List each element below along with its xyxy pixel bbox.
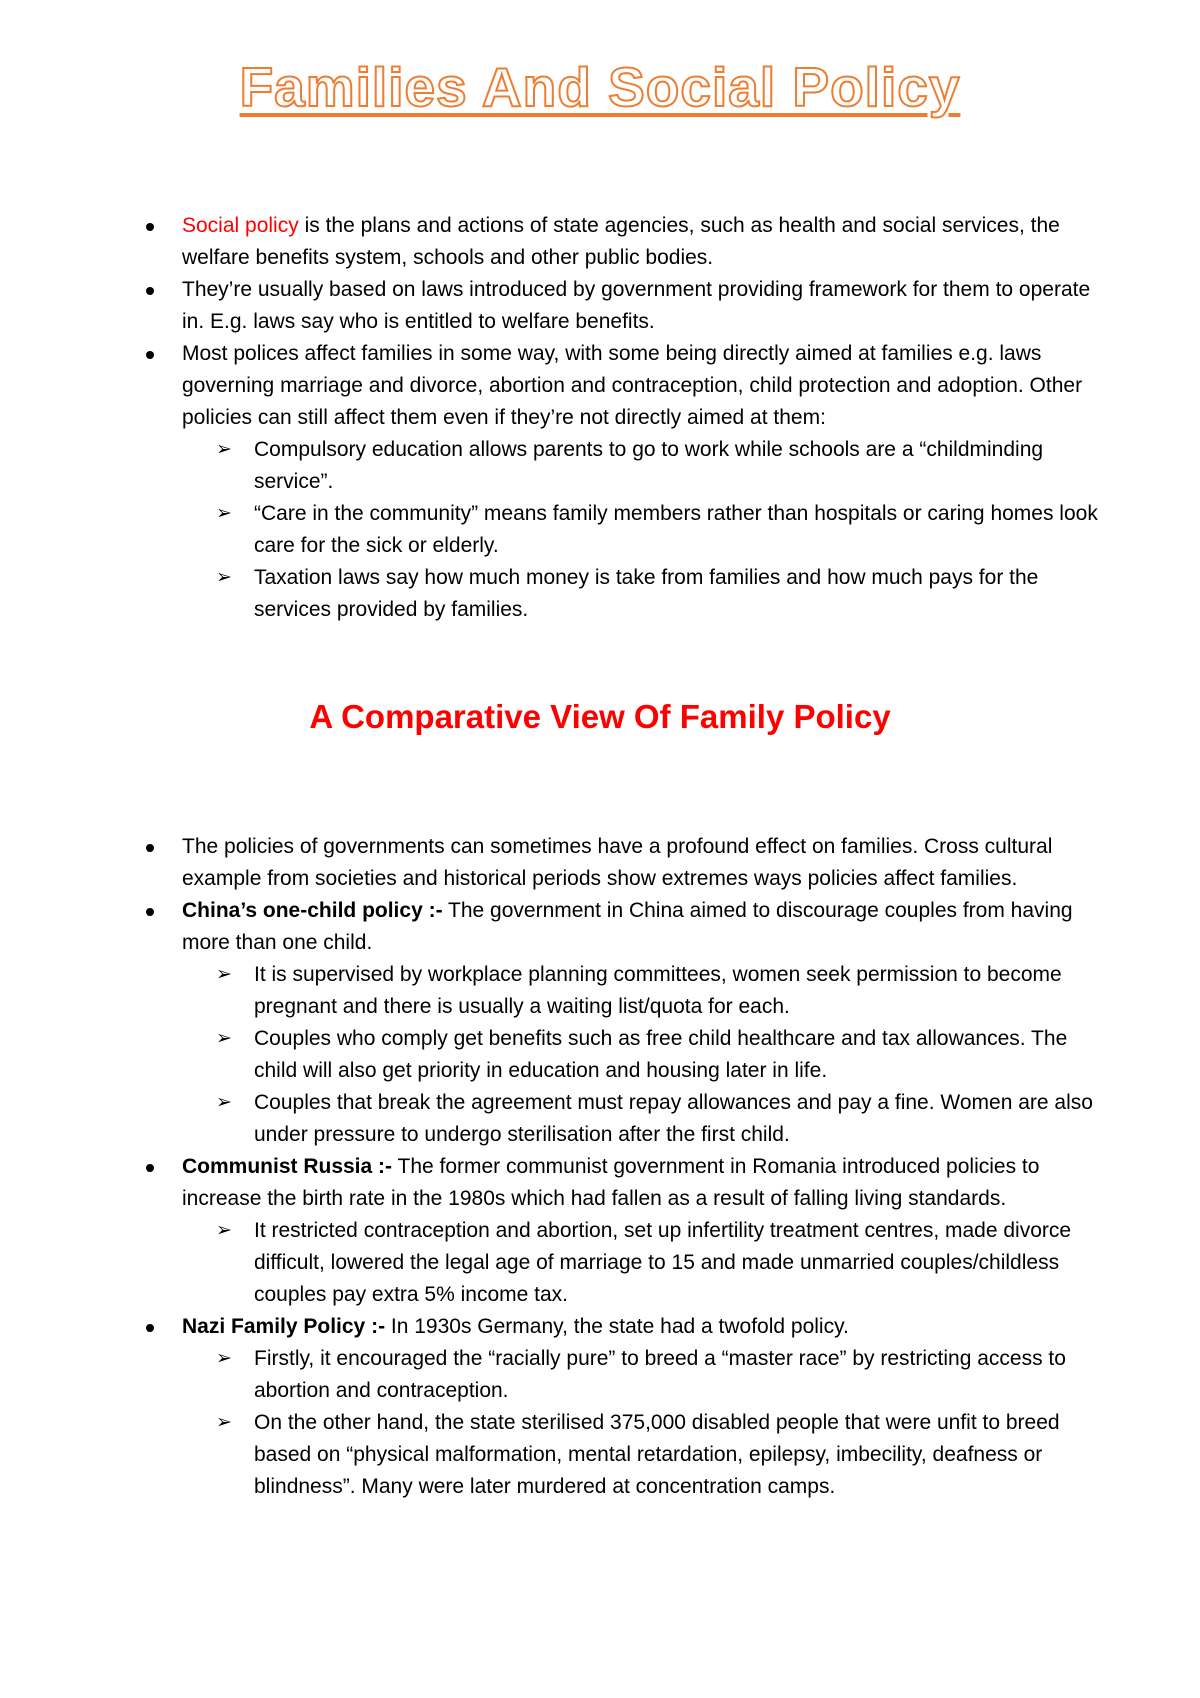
sub-list-item [216, 959, 1102, 1023]
arrow-bullet-icon: ➢ [216, 1412, 232, 1433]
list-item-text: Most polices affect families in some way, with some being directly aimed at families e.g. laws governing marriage and divorce, abortion and contraception, child protection and adoption. Other policies can still affect them even if they’re not directly aimed at them: [182, 342, 1083, 429]
list-item [182, 895, 1102, 1151]
arrow-bullet-icon: ➢ [216, 567, 232, 588]
section-heading: A Comparative View Of Family Policy [309, 698, 891, 735]
list-item-text: In 1930s Germany, the state had a twofold policy. [385, 1315, 849, 1338]
list-item-text: The government in China aimed to discourage couples from having more than one child. [182, 899, 1073, 954]
bullet-icon [146, 908, 154, 916]
sub-list-item-text: It is supervised by workplace planning committees, women seek permission to become pregnant and there is usually a waiting list/quota for each. [254, 963, 1062, 1018]
bullet-icon [146, 1164, 154, 1172]
arrow-bullet-icon: ➢ [216, 1220, 232, 1241]
sub-list-item [216, 1215, 1102, 1311]
bullet-icon [146, 287, 154, 295]
social-policy-list [182, 210, 1102, 626]
sub-list-item-text: Taxation laws say how much money is take from families and how much pays for the services provided by families. [254, 566, 1039, 621]
arrow-bullet-icon: ➢ [216, 503, 232, 524]
list-item [182, 338, 1102, 626]
bullet-icon [146, 223, 154, 231]
list-item [182, 1151, 1102, 1311]
arrow-bullet-icon: ➢ [216, 1028, 232, 1049]
term-china-policy: China’s one-child policy :- [182, 899, 443, 922]
bullet-icon [146, 844, 154, 852]
bullet-icon [146, 351, 154, 359]
sub-list [182, 1215, 1102, 1311]
sub-list-item [216, 434, 1102, 498]
page-title: Families And Social Policy [239, 56, 961, 118]
sub-list-item [216, 1343, 1102, 1407]
list-item [182, 831, 1102, 895]
sub-list-item-text: On the other hand, the state sterilised 375,000 disabled people that were unfit to breed based on “physical malformation, mental retardation, epilepsy, imbecility, deafness or blindness”. Many were later murdered at concentration camps. [254, 1411, 1060, 1498]
arrow-bullet-icon: ➢ [216, 1092, 232, 1113]
sub-list-item-text: Compulsory education allows parents to go to work while schools are a “childminding service”. [254, 438, 1044, 493]
arrow-bullet-icon: ➢ [216, 964, 232, 985]
family-policy-list [182, 831, 1102, 1503]
list-item [182, 210, 1102, 274]
arrow-bullet-icon: ➢ [216, 439, 232, 460]
sub-list-item-text: Couples that break the agreement must repay allowances and pay a fine. Women are also under pressure to undergo sterilisation after the first child. [254, 1091, 1093, 1146]
sub-list-item-text: “Care in the community” means family members rather than hospitals or caring homes look care for the sick or elderly. [254, 502, 1098, 557]
sub-list [182, 959, 1102, 1151]
sub-list-item [216, 1407, 1102, 1503]
list-item [182, 1311, 1102, 1503]
list-item-text: They’re usually based on laws introduced by government providing framework for them to operate in. E.g. laws say who is entitled to welfare benefits. [182, 278, 1091, 333]
list-item-text: The policies of governments can sometimes have a profound effect on families. Cross cultural example from societies and historical periods show extremes ways policies affect families. [182, 835, 1053, 890]
sub-list-item [216, 498, 1102, 562]
sub-list-item-text: It restricted contraception and abortion, set up infertility treatment centres, made divorce difficult, lowered the legal age of marriage to 15 and made unmarried couples/childless couples pay extra 5% income tax. [254, 1219, 1072, 1306]
sub-list-item-text: Firstly, it encouraged the “racially pure” to breed a “master race” by restricting access to abortion and contraception. [254, 1347, 1066, 1402]
bullet-icon [146, 1324, 154, 1332]
term-nazi-family-policy: Nazi Family Policy :- [182, 1315, 386, 1338]
list-item-text: is the plans and actions of state agencies, such as health and social services, the welfare benefits system, schools and other public bodies. [182, 214, 1060, 269]
sub-list [182, 434, 1102, 626]
arrow-bullet-icon: ➢ [216, 1348, 232, 1369]
term-social-policy: Social policy [182, 214, 299, 237]
list-item [182, 274, 1102, 338]
sub-list [182, 1343, 1102, 1503]
sub-list-item [216, 1023, 1102, 1087]
sub-list-item [216, 1087, 1102, 1151]
sub-list-item [216, 562, 1102, 626]
sub-list-item-text: Couples who comply get benefits such as free child healthcare and tax allowances. The child will also get priority in education and housing later in life. [254, 1027, 1068, 1082]
term-communist-russia: Communist Russia :- [182, 1155, 393, 1178]
list-item-text: The former communist government in Romania introduced policies to increase the birth rate in the 1980s which had fallen as a result of falling living standards. [182, 1155, 1040, 1210]
